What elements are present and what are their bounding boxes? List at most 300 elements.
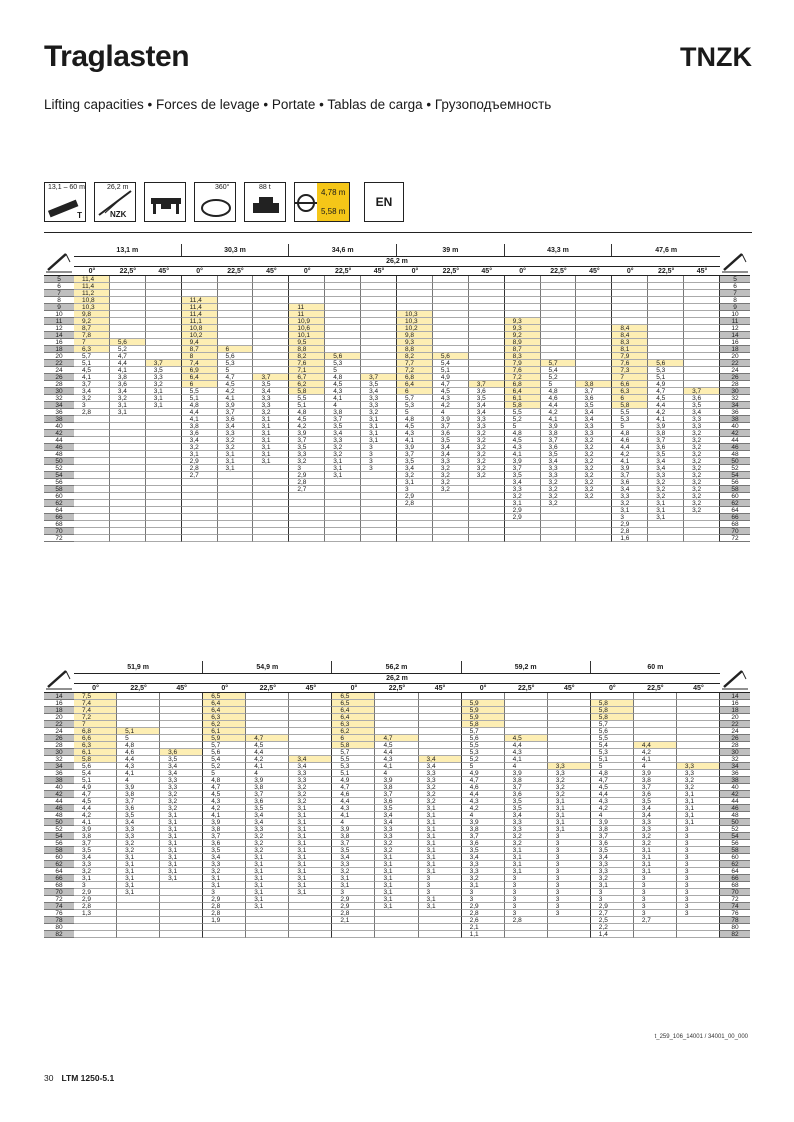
radius-label-left: 12 <box>44 325 74 332</box>
capacity-cell: 3,2 <box>684 451 720 458</box>
radius-label-right: 64 <box>720 507 750 514</box>
capacity-cell <box>576 500 612 507</box>
capacity-cell: 3 <box>74 402 110 409</box>
capacity-cell: 3,3 <box>375 826 418 833</box>
capacity-cell: 3,6 <box>375 798 418 805</box>
capacity-cell: 3,1 <box>160 875 203 882</box>
capacity-cell <box>684 311 720 318</box>
capacity-cell <box>648 290 684 297</box>
capacity-cell: 3,1 <box>246 889 289 896</box>
capacity-cell <box>361 304 397 311</box>
capacity-cell: 3,4 <box>648 465 684 472</box>
capacity-cell <box>419 707 462 714</box>
capacity-cell <box>612 297 648 304</box>
capacity-cell: 3,4 <box>110 388 146 395</box>
radius-label-left: 6 <box>44 283 74 290</box>
capacity-cell <box>361 332 397 339</box>
capacity-cell: 3,5 <box>332 847 375 854</box>
capacity-cell: 3,2 <box>325 451 361 458</box>
capacity-cell <box>253 353 289 360</box>
capacity-cell: 3,3 <box>462 861 505 868</box>
capacity-cell <box>576 339 612 346</box>
capacity-cell: 3,2 <box>74 868 117 875</box>
capacity-cell: 3,7 <box>576 388 612 395</box>
capacity-cell <box>289 735 332 742</box>
capacity-cell: 3,7 <box>203 833 246 840</box>
capacity-cell <box>541 304 577 311</box>
capacity-cell: 3,6 <box>160 749 203 756</box>
capacity-cell: 3,1 <box>218 451 254 458</box>
capacity-cell: 3,2 <box>375 847 418 854</box>
radius-label-right: 32 <box>720 756 750 763</box>
capacity-cell: 3,1 <box>289 875 332 882</box>
capacity-cell: 3 <box>361 444 397 451</box>
capacity-cell: 4,2 <box>289 423 325 430</box>
capacity-cell <box>548 742 591 749</box>
capacity-cell <box>397 290 433 297</box>
capacity-cell: 3,2 <box>541 493 577 500</box>
capacity-cell <box>74 521 110 528</box>
capacity-cell: 6,2 <box>203 721 246 728</box>
capacity-cell: 3,2 <box>505 833 548 840</box>
capacity-cell: 3,3 <box>677 763 720 770</box>
boom-length-cell: 34,6 m <box>289 244 397 256</box>
capacity-cell <box>246 693 289 700</box>
radius-label-right: 26 <box>720 374 750 381</box>
capacity-cell: 7 <box>74 339 110 346</box>
table-row <box>44 805 750 812</box>
capacity-cell <box>677 931 720 938</box>
capacity-cell <box>182 283 218 290</box>
capacity-cell <box>218 535 254 542</box>
capacity-cell: 4,2 <box>74 812 117 819</box>
capacity-cell <box>110 423 146 430</box>
capacity-cell: 4,9 <box>648 381 684 388</box>
capacity-cell: 3,5 <box>469 395 505 402</box>
capacity-cell: 3,3 <box>332 861 375 868</box>
radius-label-left: 76 <box>44 910 74 917</box>
radius-label-left: 18 <box>44 346 74 353</box>
capacity-cell <box>361 360 397 367</box>
capacity-cell: 3,3 <box>361 395 397 402</box>
capacity-cell <box>325 311 361 318</box>
radius-label-right: 34 <box>720 402 750 409</box>
capacity-cell: 4,7 <box>110 353 146 360</box>
capacity-cell <box>375 693 418 700</box>
capacity-cell <box>246 707 289 714</box>
capacity-cell <box>117 903 160 910</box>
capacity-cell: 3 <box>548 910 591 917</box>
table-row <box>44 346 750 353</box>
capacity-cell: 3,1 <box>289 854 332 861</box>
capacity-cell <box>505 535 541 542</box>
capacity-cell <box>361 486 397 493</box>
radius-label-left: 52 <box>44 826 74 833</box>
capacity-cell: 3,4 <box>505 479 541 486</box>
capacity-cell: 6,3 <box>74 742 117 749</box>
capacity-cell: 3,6 <box>648 444 684 451</box>
radius-label-right: 22 <box>720 360 750 367</box>
capacity-cell <box>469 346 505 353</box>
radius-label-right: 8 <box>720 297 750 304</box>
capacity-cell <box>246 700 289 707</box>
capacity-cell: 8,1 <box>612 346 648 353</box>
capacity-cell: 5,9 <box>462 714 505 721</box>
table-row <box>44 770 750 777</box>
capacity-cell: 5,6 <box>218 353 254 360</box>
capacity-cell <box>541 346 577 353</box>
table-row <box>44 381 750 388</box>
capacity-cell <box>469 486 505 493</box>
capacity-cell <box>74 451 110 458</box>
table-row <box>44 528 750 535</box>
capacity-cell <box>361 297 397 304</box>
capacity-cell: 4 <box>325 402 361 409</box>
capacity-cell <box>361 367 397 374</box>
capacity-cell <box>253 311 289 318</box>
capacity-cell <box>677 721 720 728</box>
capacity-cell: 3,3 <box>634 826 677 833</box>
capacity-cell: 5,6 <box>74 763 117 770</box>
table-row <box>44 791 750 798</box>
capacity-cell: 3,5 <box>505 472 541 479</box>
capacity-cell: 3,5 <box>634 798 677 805</box>
capacity-cell <box>469 353 505 360</box>
radius-label-left: 11 <box>44 318 74 325</box>
capacity-cell: 2,9 <box>182 458 218 465</box>
capacity-cell: 3,3 <box>203 861 246 868</box>
capacity-cell <box>117 707 160 714</box>
table-row <box>44 917 750 924</box>
table-row <box>44 735 750 742</box>
radius-label-right: 52 <box>720 465 750 472</box>
capacity-cell: 3,1 <box>419 812 462 819</box>
capacity-cell: 3,7 <box>332 840 375 847</box>
capacity-cell: 6,4 <box>332 714 375 721</box>
capacity-cell: 3 <box>548 854 591 861</box>
capacity-cell: 3,3 <box>576 430 612 437</box>
capacity-cell: 3,6 <box>117 805 160 812</box>
capacity-cell: 3,2 <box>634 833 677 840</box>
capacity-cell <box>634 924 677 931</box>
capacity-cell: 5,2 <box>462 756 505 763</box>
capacity-cell: 4,3 <box>117 763 160 770</box>
radius-label-right: 66 <box>720 514 750 521</box>
capacity-cell <box>146 479 182 486</box>
capacity-cell <box>375 931 418 938</box>
capacity-cell: 3 <box>677 847 720 854</box>
capacity-cell: 3,2 <box>117 840 160 847</box>
capacity-cell: 3,4 <box>117 819 160 826</box>
capacity-cell <box>433 290 469 297</box>
capacity-cell <box>110 507 146 514</box>
radius-label-right: 54 <box>720 472 750 479</box>
capacity-cell: 3,4 <box>253 388 289 395</box>
capacity-cell <box>541 514 577 521</box>
capacity-cell: 3,1 <box>146 388 182 395</box>
capacity-cell: 8,9 <box>505 339 541 346</box>
radius-label-left: 7 <box>44 290 74 297</box>
capacity-cell <box>576 332 612 339</box>
capacity-cell: 5,1 <box>74 360 110 367</box>
capacity-cell <box>548 714 591 721</box>
radius-label-right: 7 <box>720 290 750 297</box>
capacity-cell <box>110 514 146 521</box>
capacity-cell <box>182 290 218 297</box>
capacity-cell <box>110 290 146 297</box>
capacity-cell: 5,9 <box>203 735 246 742</box>
capacity-cell: 4,1 <box>203 812 246 819</box>
capacity-cell: 11,1 <box>182 318 218 325</box>
capacity-cell: 3,4 <box>375 819 418 826</box>
capacity-cell <box>218 311 254 318</box>
capacity-cell: 6 <box>397 388 433 395</box>
capacity-cell: 5,8 <box>591 700 634 707</box>
capacity-cell <box>218 472 254 479</box>
capacity-cell <box>397 304 433 311</box>
radius-label-left: 78 <box>44 917 74 924</box>
capacity-cell: 4,9 <box>332 777 375 784</box>
capacity-cell: 8,2 <box>397 353 433 360</box>
capacity-cell: 3,9 <box>462 819 505 826</box>
capacity-cell <box>469 367 505 374</box>
capacity-cell: 3 <box>548 896 591 903</box>
capacity-cell: 3,4 <box>634 812 677 819</box>
capacity-cell <box>289 931 332 938</box>
capacity-cell <box>361 493 397 500</box>
capacity-cell <box>684 304 720 311</box>
radius-label-right: 62 <box>720 861 750 868</box>
capacity-cell: 3,1 <box>182 451 218 458</box>
capacity-cell <box>576 521 612 528</box>
capacity-cell: 3,2 <box>289 784 332 791</box>
capacity-cell: 3 <box>419 889 462 896</box>
capacity-cell <box>684 332 720 339</box>
capacity-cell <box>325 479 361 486</box>
capacity-cell <box>612 311 648 318</box>
table-row <box>44 889 750 896</box>
capacity-cell <box>469 479 505 486</box>
capacity-cell: 3,1 <box>246 854 289 861</box>
capacity-cell <box>253 290 289 297</box>
capacity-cell: 4,4 <box>505 742 548 749</box>
capacity-cell <box>74 437 110 444</box>
angle-cell: 22,5° <box>647 685 664 692</box>
capacity-cell <box>361 353 397 360</box>
capacity-cell: 3,2 <box>419 784 462 791</box>
capacity-cell: 3,3 <box>648 472 684 479</box>
capacity-cell <box>160 742 203 749</box>
capacity-cell: 3,1 <box>419 854 462 861</box>
capacity-cell <box>246 924 289 931</box>
capacity-cell: 6,6 <box>612 381 648 388</box>
capacity-cell: 5,3 <box>591 749 634 756</box>
capacity-cell <box>146 507 182 514</box>
capacity-cell: 4,9 <box>74 784 117 791</box>
capacity-cell <box>253 521 289 528</box>
radius-label-left: 36 <box>44 770 74 777</box>
capacity-cell: 4,1 <box>375 763 418 770</box>
table-row <box>44 854 750 861</box>
capacity-cell: 4,5 <box>505 735 548 742</box>
capacity-cell: 3,8 <box>375 784 418 791</box>
capacity-cell: 5,1 <box>648 374 684 381</box>
capacity-cell: 3,2 <box>246 833 289 840</box>
capacity-cell: 3,2 <box>469 451 505 458</box>
capacity-cell: 3,3 <box>677 770 720 777</box>
capacity-cell <box>160 728 203 735</box>
radius-label-left: 80 <box>44 924 74 931</box>
angle-cell: 0° <box>221 685 229 692</box>
capacity-cell: 5,8 <box>591 707 634 714</box>
table-row <box>44 535 750 542</box>
capacity-cell <box>253 318 289 325</box>
capacity-cell: 3 <box>677 882 720 889</box>
capacity-cell: 3,3 <box>160 784 203 791</box>
radius-label-left: 72 <box>44 535 74 542</box>
boom-length-cell: 43,3 m <box>505 244 613 256</box>
table-row <box>44 875 750 882</box>
capacity-cell <box>74 931 117 938</box>
capacity-cell: 8,7 <box>505 346 541 353</box>
capacity-cell: 3,3 <box>361 402 397 409</box>
capacity-cell <box>182 493 218 500</box>
capacity-cell: 3,4 <box>361 388 397 395</box>
capacity-cell <box>541 297 577 304</box>
capacity-cell: 3,4 <box>433 444 469 451</box>
capacity-cell: 4,5 <box>591 784 634 791</box>
capacity-cell: 3,1 <box>325 458 361 465</box>
table-row <box>44 402 750 409</box>
radius-label-left: 28 <box>44 742 74 749</box>
capacity-cell: 3,1 <box>361 423 397 430</box>
capacity-cell: 5,1 <box>433 367 469 374</box>
capacity-cell: 3,5 <box>541 451 577 458</box>
capacity-cell <box>325 290 361 297</box>
capacity-cell <box>612 290 648 297</box>
capacity-cell: 1,1 <box>462 931 505 938</box>
radius-label-left: 46 <box>44 805 74 812</box>
capacity-cell <box>246 714 289 721</box>
capacity-cell: 3,2 <box>576 465 612 472</box>
radius-label-right: 28 <box>720 381 750 388</box>
capacity-cell <box>160 882 203 889</box>
capacity-cell: 3,1 <box>289 840 332 847</box>
capacity-cell: 3,1 <box>253 430 289 437</box>
capacity-cell: 3,9 <box>634 770 677 777</box>
capacity-cell: 3 <box>419 882 462 889</box>
capacity-cell: 6,1 <box>74 749 117 756</box>
capacity-cell: 3,1 <box>246 875 289 882</box>
capacity-cell <box>218 290 254 297</box>
capacity-cell <box>541 318 577 325</box>
capacity-cell: 3,1 <box>246 868 289 875</box>
capacity-cell: 6,3 <box>332 721 375 728</box>
capacity-cell: 3,2 <box>469 458 505 465</box>
capacity-cell: 2,8 <box>203 910 246 917</box>
capacity-cell: 5,6 <box>648 360 684 367</box>
capacity-cell: 3,2 <box>419 798 462 805</box>
capacity-cell: 3,1 <box>548 798 591 805</box>
capacity-cell: 4,4 <box>117 756 160 763</box>
capacity-cell <box>419 931 462 938</box>
capacity-cell: 5,2 <box>541 374 577 381</box>
capacity-cell: 3,1 <box>160 819 203 826</box>
capacity-cell <box>361 479 397 486</box>
capacity-cell <box>469 528 505 535</box>
capacity-cell <box>541 339 577 346</box>
capacity-cell: 3,1 <box>548 819 591 826</box>
section-divider <box>44 232 752 233</box>
table-row <box>44 903 750 910</box>
table-row <box>44 283 750 290</box>
capacity-cell: 3,1 <box>419 840 462 847</box>
angle-cell: 45° <box>158 268 169 275</box>
capacity-cell <box>146 514 182 521</box>
capacity-cell: 3,9 <box>375 777 418 784</box>
capacity-cell: 3 <box>548 882 591 889</box>
capacity-cell <box>505 700 548 707</box>
capacity-cell: 10,3 <box>74 304 110 311</box>
capacity-cell: 3,7 <box>591 833 634 840</box>
angle-cell: 22,5° <box>130 685 147 692</box>
capacity-cell: 3,6 <box>576 395 612 402</box>
capacity-cell: 3,4 <box>246 819 289 826</box>
capacity-cell <box>677 700 720 707</box>
radius-label-left: 10 <box>44 311 74 318</box>
radius-label-right: 14 <box>720 693 750 700</box>
capacity-cell: 3 <box>548 868 591 875</box>
capacity-cell: 2,9 <box>289 472 325 479</box>
capacity-cell: 3,1 <box>648 500 684 507</box>
radius-label-left: 40 <box>44 423 74 430</box>
capacity-cell: 3,3 <box>548 770 591 777</box>
capacity-cell <box>648 297 684 304</box>
capacity-cell: 9,8 <box>397 332 433 339</box>
capacity-cell: 3,8 <box>462 826 505 833</box>
capacity-cell <box>182 521 218 528</box>
capacity-cell <box>218 276 254 283</box>
capacity-cell: 3,1 <box>289 833 332 840</box>
capacity-cell: 3 <box>505 896 548 903</box>
capacity-cell: 3 <box>634 882 677 889</box>
capacity-cell <box>648 521 684 528</box>
capacity-cell <box>160 693 203 700</box>
capacity-cell <box>612 304 648 311</box>
capacity-cell <box>325 325 361 332</box>
capacity-cell: 4,6 <box>541 395 577 402</box>
capacity-cell: 2,7 <box>182 472 218 479</box>
capacity-cell <box>576 374 612 381</box>
capacity-cell <box>684 346 720 353</box>
capacity-cell <box>203 931 246 938</box>
capacity-cell: 3,1 <box>117 868 160 875</box>
capacity-cell <box>361 311 397 318</box>
capacity-cell: 9,4 <box>182 339 218 346</box>
capacity-cell <box>218 297 254 304</box>
capacity-cell <box>146 346 182 353</box>
capacity-cell <box>325 528 361 535</box>
capacity-cell: 3,1 <box>677 798 720 805</box>
capacity-cell <box>289 276 325 283</box>
capacity-cell: 5,1 <box>182 395 218 402</box>
capacity-cell <box>146 486 182 493</box>
radius-label-right: 6 <box>720 283 750 290</box>
capacity-cell: 3,2 <box>462 875 505 882</box>
table-row <box>44 493 750 500</box>
capacity-cell <box>146 276 182 283</box>
capacity-cell: 3,2 <box>677 784 720 791</box>
